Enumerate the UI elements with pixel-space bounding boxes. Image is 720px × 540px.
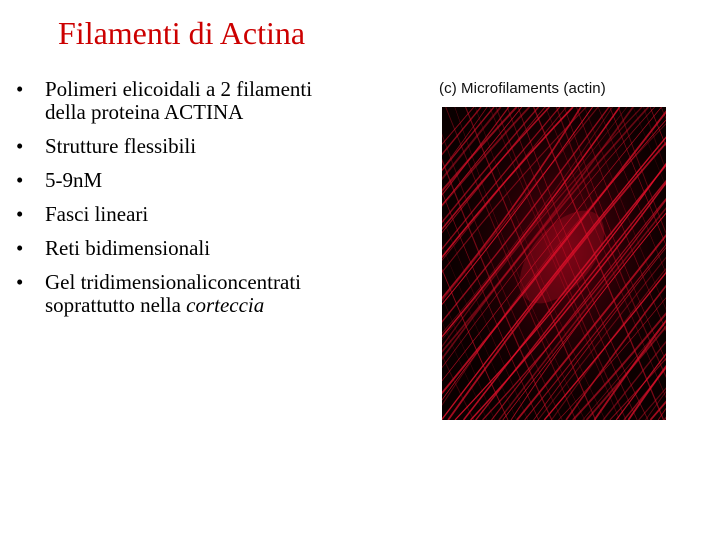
bullet-list	[14, 78, 314, 328]
bullet-item	[14, 271, 314, 317]
bullet-dot: •	[16, 236, 24, 260]
bullet-dot: •	[16, 77, 24, 101]
figure-caption: (c) Microfilaments (actin)	[439, 80, 606, 97]
bullet-item	[14, 203, 314, 226]
bullet-item	[14, 78, 314, 124]
bullet-dot: •	[16, 202, 24, 226]
slide-title: Filamenti di Actina	[58, 15, 306, 51]
bullet-item	[14, 135, 314, 158]
microfilaments-image	[442, 107, 666, 420]
bullet-text: Fasci lineari	[45, 202, 149, 226]
bullet-dot: •	[16, 270, 24, 294]
bullet-text: Reti bidimensionali	[45, 236, 211, 260]
bullet-dot: •	[16, 168, 24, 192]
bullet-text: Gel tridimensionaliconcentrati soprattutto nella	[45, 270, 301, 317]
bullet-text: Polimeri elicoidali a 2 filamenti della proteina ACTINA	[45, 77, 313, 124]
microfilaments-illustration	[442, 107, 666, 420]
bullet-item	[14, 169, 314, 192]
bullet-emphasis: corteccia	[186, 293, 265, 317]
bullet-text: Strutture flessibili	[45, 134, 197, 158]
bullet-text: 5-9n	[45, 168, 84, 192]
bullet-text-suffix: M	[83, 168, 103, 192]
bullet-dot: •	[16, 134, 24, 158]
bullet-item	[14, 237, 314, 260]
